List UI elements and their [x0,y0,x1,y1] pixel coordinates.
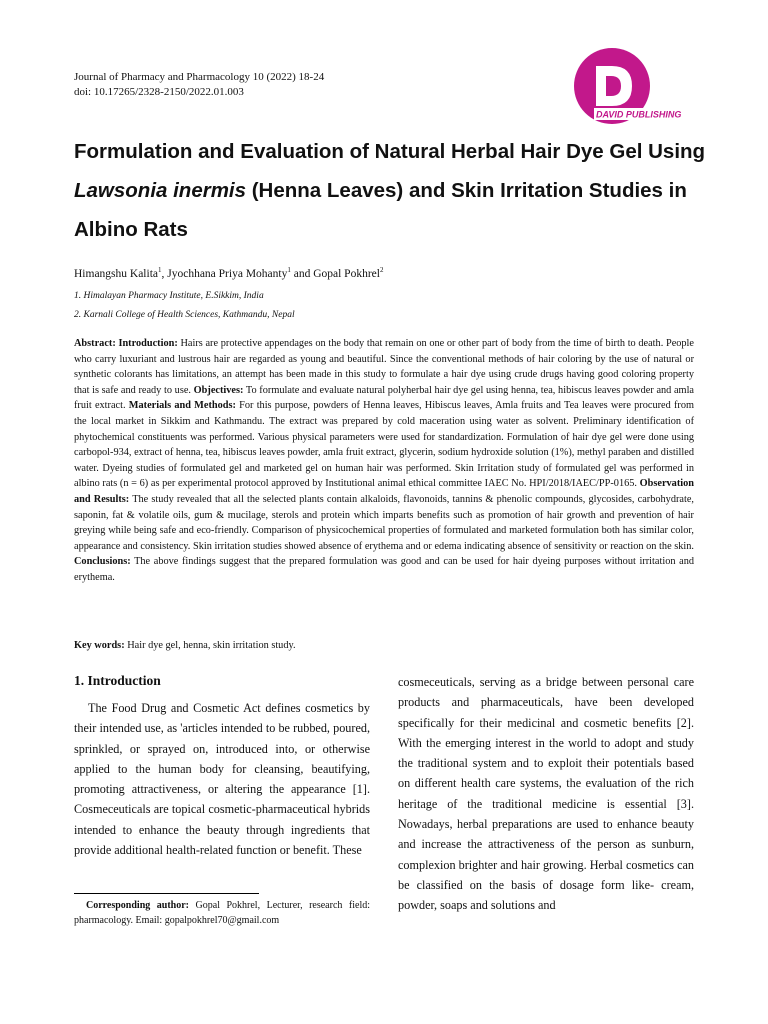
section-heading: 1. Introduction [74,673,161,688]
journal-doi: doi: 10.17265/2328-2150/2022.01.003 [74,86,244,98]
keywords-label: Key words: [74,640,125,651]
svg-text:DAVID PUBLISHING: DAVID PUBLISHING [596,109,682,120]
publisher-logo [560,48,710,128]
abstract-intro-text: Hairs are protective appendages on the body that remain on one or other part of body from the time of birth to death. People who carry luxuriant and lustrous hair are regarded as young and beautiful. Since the conventional methods of hair coloring by the use of natural or synthetic colorants has limitations, an attempt has been made in this study to formulate a hair dye using crude drugs having good coloring property that is safe and ready to use. [74,338,694,396]
title-species-name: Lawsonia inermis [74,179,247,202]
author-affil-mark: 2 [379,266,384,274]
abstract-results-label: Observation and Results: [74,478,694,505]
keywords-text: Hair dye gel, henna, skin irritation study. [124,640,296,651]
keywords [74,640,296,651]
author-name: Himangshu Kalita [74,267,158,280]
abstract [74,336,694,586]
author-list [74,266,383,280]
body-paragraph: cosmeceuticals, serving as a bridge between personal care products and pharmaceuticals, have been developed specifically for their medicinal and cosmetic benefits [2]. With the emerging interest in the world to adopt and study the traditional system and to exploit their potentials based on different health care systems, the evaluation of the rich heritage of the traditional medicine is essential [3]. Nowadays, herbal preparations are used to enhance beauty and increase the attractiveness of the person as sunburn, complexion brighter and hair growing. Herbal cosmetics can be classified on the basis of dosage form like- cream, powder, soaps and solutions and [398,675,694,913]
abstract-objectives-text: To formulate and evaluate natural polyherbal hair dye gel using henna, tea, hibiscus leaves powder and amla fruit extract. [74,384,694,412]
left-column [74,672,370,860]
footnote-divider [74,893,259,894]
journal-header [74,70,324,100]
abstract-objectives-label: Objectives: [193,384,244,396]
author-name: and Gopal Pokhrel [290,267,380,280]
footnote-text: Gopal Pokhrel, Lecturer, research field: pharmacology. Email: gopalpokhrel70@gmail.com [74,900,370,926]
abstract-intro-label: Introduction: [118,338,178,349]
abstract-results-text: The study revealed that all the selected plants contain alkaloids, flavonoids, tannins & phenolic compounds, glycosides, carbohydrate, saponin, fat & volatile oils, gum & mucilage, sterols and protein which imparts benefits such as promotion of hair growth and prevention of hair greying while being safe and eco-friendly. Comparison of physicochemical properties of formulated and marketed formulation both has similar color, appearance and consistency. Skin irritation studies showed absence of erythema and or edema indicating absence of sensitivity or reaction on the skin. [74,493,694,552]
title-part-2: (Henna Leaves) and Skin Irritation Studies in Albino Rats [74,179,687,241]
paper-title [74,132,714,249]
corresponding-author-footnote [74,898,370,928]
abstract-methods-label: Materials and Methods: [128,400,236,412]
title-part-1: Formulation and Evaluation of Natural Herbal Hair Dye Gel Using [74,140,706,163]
footnote-label: Corresponding author: [86,900,190,911]
author-name: , Jyochhana Priya Mohanty [161,267,288,280]
body-paragraph: The Food Drug and Cosmetic Act defines cosmetics by their intended use, as 'articles intended to be rubbed, poured, sprinkled, or sprayed on, introduced into, or otherwise applied to the human body for cleansing, beautifying, promoting attractiveness, or altering the appearance [1]. Cosmeceuticals are topical cosmetic-pharmaceutical hybrids intended to enhance the beauty through ingredients that provide additional health-related function or benefit. These [74,701,370,858]
affiliation-2: 2. Karnali College of Health Sciences, Kathmandu, Nepal [74,310,295,320]
author-affil-mark: 1 [287,266,291,274]
affiliation-1: 1. Himalayan Pharmacy Institute, E.Sikkim, India [74,291,264,301]
abstract-conclusions-label: Conclusions: [74,556,131,568]
abstract-conclusions-text: The above findings suggest that the prepared formulation was good and can be used for hair dyeing purposes without irritation and erythema. [74,556,694,583]
author-affil-mark: 1 [158,266,162,274]
right-column [398,672,694,916]
journal-citation: Journal of Pharmacy and Pharmacology 10 (2022) 18-24 [74,71,325,83]
abstract-label: Abstract: [74,338,116,349]
abstract-methods-text: For this purpose, powders of Henna leaves, Hibiscus leaves, Amla fruits and Tea leaves were procured from the local market in Sikkim and Kathmandu. The extract was prepared by cold maceration using water as solvent. Preliminary identification of phytochemical constituents was performed. Various physical parameters were used for standardization. Formulation of hair dye gel were done using carbopol-934, extract of henna, tea, hibiscus leaves powder, amla fruit extract, glycerin, sodium hydroxide solution (1%), methyl paraben and distilled water. Dyeing studies of formulated gel and marketed gel on human hair was performed. Skin Irritation study of formulated gel was performed in albino rats (n = 6) as per experimental protocol approved by Institutional animal ethical committee IAEC No. HPI/2018/IAEC/PP-0165. [74,400,694,490]
